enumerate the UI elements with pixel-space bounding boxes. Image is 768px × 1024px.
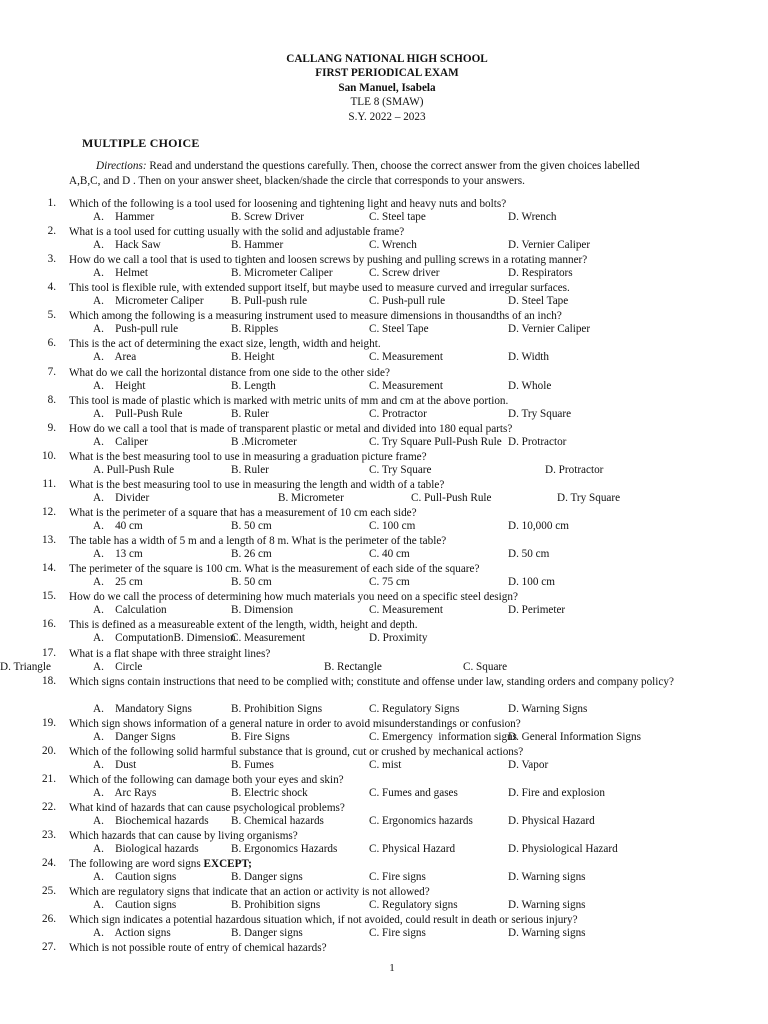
answer-option: B. Micrometer: [278, 491, 344, 504]
answer-options: [0, 295, 768, 309]
question-item: [0, 450, 768, 478]
question-stem: This is defined as a measureable extent of the length, width, height and depth.: [69, 619, 418, 632]
answer-option: C. 40 cm: [369, 548, 410, 561]
question-text: [69, 478, 745, 492]
answer-option: A. Pull-Push Rule: [93, 407, 183, 420]
question-stem: Which are regulatory signs that indicate that an action or activity is not allowed?: [69, 886, 430, 899]
question-item: [0, 885, 768, 913]
answer-option: D. Try Square: [508, 407, 572, 420]
answer-option: D. Width: [508, 351, 549, 364]
answer-option: A. Pull-Push Rule: [93, 463, 175, 476]
question-number: 2.: [47, 225, 56, 238]
question-stem: Which is not possible route of entry of chemical hazards?: [69, 942, 327, 955]
answer-option: C. Screw driver: [369, 267, 440, 280]
answer-options: [0, 815, 768, 829]
answer-option: A. Area: [93, 351, 137, 364]
question-stem: This tool is flexible rule, with extended support itself, but maybe used to measure curved and irregular surfaces.: [69, 282, 570, 295]
answer-options: [0, 703, 768, 717]
answer-option: D. Try Square: [557, 491, 621, 504]
question-text: [69, 337, 745, 351]
answer-option: D. Warning signs: [508, 899, 586, 912]
question-text: [69, 534, 745, 548]
question-stem: What is a flat shape with three straight lines?: [69, 647, 271, 660]
answer-options: [0, 759, 768, 773]
question-item: [0, 309, 768, 337]
question-item: [0, 478, 768, 506]
question-item: [0, 366, 768, 394]
answer-option: A. Calculation: [93, 604, 167, 617]
answer-option: A. Biochemical hazards: [93, 814, 209, 827]
answer-option: A. Hack Saw: [93, 239, 161, 252]
question-item: [0, 913, 768, 941]
question-stem: Which among the following is a measuring instrument used to measure dimensions in thousandths of an inch?: [69, 310, 562, 323]
answer-options: [0, 408, 768, 422]
answer-option: D. Vernier Caliper: [508, 239, 591, 252]
question-stem: Which of the following is a tool used for loosening and tightening light and heavy nuts and bolts?: [69, 198, 507, 210]
question-number: 5.: [47, 309, 56, 322]
question-stem: Which hazards that can cause by living organisms?: [69, 829, 298, 842]
school-year: S.Y. 2022 – 2023: [348, 110, 426, 123]
answer-option: B. Fire Signs: [231, 730, 290, 743]
answer-options: [0, 899, 768, 913]
question-text: [69, 394, 745, 408]
question-item: [0, 422, 768, 450]
answer-option: A. Circle: [93, 660, 143, 673]
answer-option: A. Danger Signs: [93, 730, 176, 743]
question-item: [0, 717, 768, 745]
question-number: 10.: [42, 449, 56, 462]
question-item: [0, 197, 768, 225]
answer-option: C. Measurement: [369, 351, 443, 364]
question-stem: Which signs contain instructions that need to be complied with; constitute and offense under law, standing orders and company policy?: [69, 675, 674, 688]
answer-option: A. Mandatory Signs: [93, 702, 192, 715]
question-emphasis: EXCEPT;: [203, 858, 252, 871]
answer-option: B. Ruler: [231, 463, 269, 476]
answer-options: [0, 843, 768, 857]
answer-option: D. Warning signs: [508, 927, 586, 940]
answer-option: D. Warning Signs: [508, 702, 588, 715]
question-stem: This is the act of determining the exact size, length, width and height.: [69, 338, 381, 351]
question-item: [0, 773, 768, 801]
school-location: San Manuel, Isabela: [338, 81, 436, 94]
answer-option: C. 75 cm: [369, 576, 410, 589]
directions-text-2: A,B,C, and D . Then on your answer sheet, blacken/shade the circle that corresponds to your answers.: [69, 175, 525, 187]
answer-option: A. 13 cm: [93, 548, 143, 561]
answer-option: D. Vapor: [508, 758, 549, 771]
answer-option: A. Action signs: [93, 927, 171, 940]
question-item: [0, 337, 768, 365]
question-number: 8.: [47, 393, 56, 406]
question-number: 21.: [42, 772, 56, 785]
answer-option: D. Protractor: [545, 463, 604, 476]
answer-options: [0, 492, 768, 506]
question-text: [69, 506, 745, 520]
question-item: [0, 281, 768, 309]
subject-line: TLE 8 (SMAW): [350, 96, 424, 109]
question-number: 22.: [42, 800, 56, 813]
answer-option: A. Caliper: [93, 435, 148, 448]
question-stem: Which of the following solid harmful substance that is ground, cut or crushed by mechanical actions?: [69, 745, 524, 758]
answer-option: C. Try Square: [369, 463, 432, 476]
answer-option: A. Arc Rays: [93, 786, 157, 799]
question-stem: This tool is made of plastic which is marked with metric units of mm and cm at the above portion.: [69, 394, 509, 407]
answer-options: [0, 731, 768, 745]
question-stem: What is the best measuring tool to use in measuring the length and width of a table?: [69, 478, 445, 491]
answer-option: A. Dust: [93, 758, 137, 771]
answer-option: C. Measurement: [369, 604, 443, 617]
answer-options: [0, 211, 768, 225]
question-number: 16.: [42, 618, 56, 631]
answer-option: C. Wrench: [369, 239, 417, 252]
answer-options: [0, 380, 768, 394]
question-item: [0, 506, 768, 534]
answer-options: [0, 548, 768, 562]
answer-option: C. mist: [369, 758, 402, 771]
answer-option: C. Emergency information signs: [369, 730, 518, 743]
answer-option: D. Fire and explosion: [508, 786, 605, 799]
question-text: [69, 647, 745, 661]
answer-options: [0, 436, 768, 450]
question-stem: Which sign indicates a potential hazardous situation which, if not avoided, could result in death or serious injury?: [69, 914, 578, 927]
answer-option: D. Warning signs: [508, 871, 586, 884]
answer-options: [0, 351, 768, 365]
answer-options: [0, 604, 768, 618]
answer-option: A. Micrometer Caliper: [93, 295, 204, 308]
answer-options: [0, 871, 768, 885]
question-text: [69, 773, 745, 787]
answer-options: [0, 267, 768, 281]
answer-options: [0, 576, 768, 590]
answer-option: C. Fire signs: [369, 871, 426, 884]
answer-option: C. Fire signs: [369, 927, 426, 940]
answer-option: C. Protractor: [369, 407, 427, 420]
answer-option: B .Micrometer: [231, 435, 297, 448]
answer-option: A. 25 cm: [93, 576, 143, 589]
answer-option: D. 10,000 cm: [508, 520, 569, 533]
answer-option: D. 100 cm: [508, 576, 555, 589]
question-stem: What is the perimeter of a square that has a measurement of 10 cm each side?: [69, 507, 417, 520]
question-stem: The following are word signs: [69, 858, 204, 871]
question-text: [69, 829, 745, 843]
question-text: [69, 717, 745, 731]
answer-option: D. Physical Hazard: [508, 814, 595, 827]
answer-option: B. 50 cm: [231, 520, 272, 533]
answer-option: B. Length: [231, 379, 276, 392]
answer-option: B. Pull-push rule: [231, 295, 308, 308]
question-text: [69, 450, 745, 464]
answer-option: B. Prohibition signs: [231, 899, 321, 912]
answer-option: D. Proximity: [369, 632, 428, 645]
answer-option: B. Danger signs: [231, 927, 303, 940]
question-text: [69, 941, 745, 955]
directions: [69, 159, 768, 189]
question-text: [69, 590, 745, 604]
question-item: [0, 253, 768, 281]
question-number: 24.: [42, 857, 56, 870]
question-number: 25.: [42, 885, 56, 898]
answer-option: B. Chemical hazards: [231, 814, 324, 827]
question-number: 7.: [47, 365, 56, 378]
answer-option: D. Protractor: [508, 435, 567, 448]
question-stem: What kind of hazards that can cause psychological problems?: [69, 801, 345, 814]
section-title: MULTIPLE CHOICE: [82, 136, 200, 150]
question-item: [0, 857, 768, 885]
question-number: 17.: [42, 646, 56, 659]
exam-title: FIRST PERIODICAL EXAM: [315, 67, 459, 80]
question-stem: What is the best measuring tool to use in measuring a graduation picture frame?: [69, 450, 427, 463]
question-item: [0, 745, 768, 773]
question-number: 12.: [42, 506, 56, 519]
question-number: 23.: [42, 828, 56, 841]
question-number: 4.: [47, 281, 56, 294]
answer-option: B. Ergonomics Hazards: [231, 842, 338, 855]
answer-option: D. Triangle: [0, 660, 51, 673]
question-item: [0, 562, 768, 590]
answer-option: A. Helmet: [93, 267, 148, 280]
question-item: [0, 590, 768, 618]
answer-options: [0, 323, 768, 337]
answer-option: C. Ergonomics hazards: [369, 814, 473, 827]
question-number: 3.: [47, 253, 56, 266]
question-number: 20.: [42, 744, 56, 757]
answer-option: D. Physiological Hazard: [508, 842, 618, 855]
question-text: [69, 253, 745, 267]
answer-option: A. Divider: [93, 491, 150, 504]
answer-options: [0, 239, 768, 253]
question-number: 26.: [42, 913, 56, 926]
question-stem: How do we call the process of determining how much materials you need on a specific steel design?: [69, 591, 518, 604]
question-item: [0, 394, 768, 422]
answer-option: B. 50 cm: [231, 576, 272, 589]
answer-options: [0, 632, 768, 646]
answer-options: [0, 787, 768, 801]
question-number: 15.: [42, 590, 56, 603]
answer-option: C. Physical Hazard: [369, 842, 456, 855]
answer-option: A. Push-pull rule: [93, 323, 179, 336]
question-text: [69, 562, 745, 576]
answer-option: C. Fumes and gases: [369, 786, 458, 799]
question-stem: The table has a width of 5 m and a length of 8 m. What is the perimeter of the table?: [69, 535, 447, 548]
answer-option: C. Square: [463, 660, 508, 673]
answer-option: B. Electric shock: [231, 786, 308, 799]
answer-option: C. Try Square Pull-Push Rule: [369, 435, 502, 448]
answer-option: D. Whole: [508, 379, 552, 392]
answer-option: D. Wrench: [508, 211, 557, 223]
question-text: [69, 422, 745, 436]
answer-option: D. Steel Tape: [508, 295, 569, 308]
answer-option: A. Biological hazards: [93, 842, 199, 855]
answer-options: [0, 464, 768, 478]
answer-option: D. Perimeter: [508, 604, 566, 617]
answer-option: B. Rectangle: [324, 660, 382, 673]
question-item: [0, 829, 768, 857]
question-item: [0, 675, 768, 717]
answer-options: [0, 520, 768, 534]
question-item: [0, 534, 768, 562]
answer-option: A. Caution signs: [93, 899, 177, 912]
directions-label: Directions:: [96, 160, 147, 172]
question-text: [69, 281, 745, 295]
answer-option: A. Height: [93, 379, 146, 392]
answer-option: C. Push-pull rule: [369, 295, 446, 308]
answer-option: A. Hammer: [93, 211, 155, 223]
question-item: [0, 801, 768, 829]
answer-option: B. Fumes: [231, 758, 274, 771]
question-stem: What do we call the horizontal distance from one side to the other side?: [69, 366, 390, 379]
exam-header: [0, 52, 768, 124]
question-stem: The perimeter of the square is 100 cm. What is the measurement of each side of the square?: [69, 563, 480, 576]
answer-option: B. Screw Driver: [231, 211, 305, 223]
question-item: [0, 647, 768, 675]
question-stem: Which sign shows information of a general nature in order to avoid misunderstandings or confusion?: [69, 717, 521, 730]
answer-option: D. Respirators: [508, 267, 573, 280]
question-text: [69, 857, 745, 871]
question-number: 1.: [47, 197, 56, 209]
answer-option: C. Steel tape: [369, 211, 426, 223]
question-number: 19.: [42, 716, 56, 729]
answer-options: [0, 661, 768, 675]
answer-option: B. Dimension: [231, 604, 294, 617]
answer-option: B. Hammer: [231, 239, 284, 252]
answer-option: D. General Information Signs: [508, 730, 641, 743]
directions-line-1: [69, 159, 768, 174]
answer-option: A. ComputationB. Dimension: [93, 632, 236, 645]
answer-option: B. Height: [231, 351, 275, 364]
answer-option: B. Ripples: [231, 323, 279, 336]
answer-option: C. Regulatory Signs: [369, 702, 460, 715]
question-text: [69, 675, 745, 689]
question-stem: How do we call a tool that is used to tighten and loosen screws by pushing and pulling screws in a rotating manner?: [69, 254, 588, 267]
question-item: [0, 618, 768, 646]
answer-option: D. Vernier Caliper: [508, 323, 591, 336]
directions-text-1: Read and understand the questions carefully. Then, choose the correct answer from the given choices labelled: [146, 160, 640, 172]
school-name: CALLANG NATIONAL HIGH SCHOOL: [286, 53, 488, 65]
answer-option: D. 50 cm: [508, 548, 550, 561]
answer-option: C. Regulatory signs: [369, 899, 458, 912]
answer-option: C. 100 cm: [369, 520, 416, 533]
question-text: [69, 618, 745, 632]
answer-option: B. 26 cm: [231, 548, 272, 561]
question-stem: Which of the following can damage both your eyes and skin?: [69, 773, 344, 786]
question-text: [69, 913, 745, 927]
question-text: [69, 366, 745, 380]
answer-option: B. Danger signs: [231, 871, 303, 884]
question-stem: How do we call a tool that is made of transparent plastic or metal and divided into 180 equal parts?: [69, 422, 513, 435]
question-text: [69, 197, 745, 211]
answer-options: [0, 927, 768, 941]
question-text: [69, 225, 745, 239]
question-number: 27.: [42, 941, 56, 954]
answer-option: B. Prohibition Signs: [231, 702, 323, 715]
question-item: [0, 225, 768, 253]
question-text: [69, 309, 745, 323]
answer-option: B. Micrometer Caliper: [231, 267, 333, 280]
answer-option: A. Caution signs: [93, 871, 177, 884]
page-number: 1: [389, 962, 395, 974]
answer-option: C. Measurement: [369, 379, 443, 392]
question-number: 13.: [42, 534, 56, 547]
question-text: [69, 885, 745, 899]
question-number: 9.: [47, 421, 56, 434]
question-stem: What is a tool used for cutting usually with the solid and adjustable frame?: [69, 226, 405, 239]
question-number: 6.: [47, 337, 56, 350]
question-list: [0, 197, 768, 969]
answer-option: A. 40 cm: [93, 520, 143, 533]
answer-option: C. Pull-Push Rule: [411, 491, 492, 504]
question-text: [69, 801, 745, 815]
question-text: [69, 745, 745, 759]
question-number: 11.: [42, 477, 56, 490]
question-number: 14.: [42, 562, 56, 575]
answer-option: C. Steel Tape: [369, 323, 429, 336]
question-number: 18.: [42, 674, 56, 687]
answer-option: C. Measurement: [231, 632, 305, 645]
answer-option: B. Ruler: [231, 407, 269, 420]
